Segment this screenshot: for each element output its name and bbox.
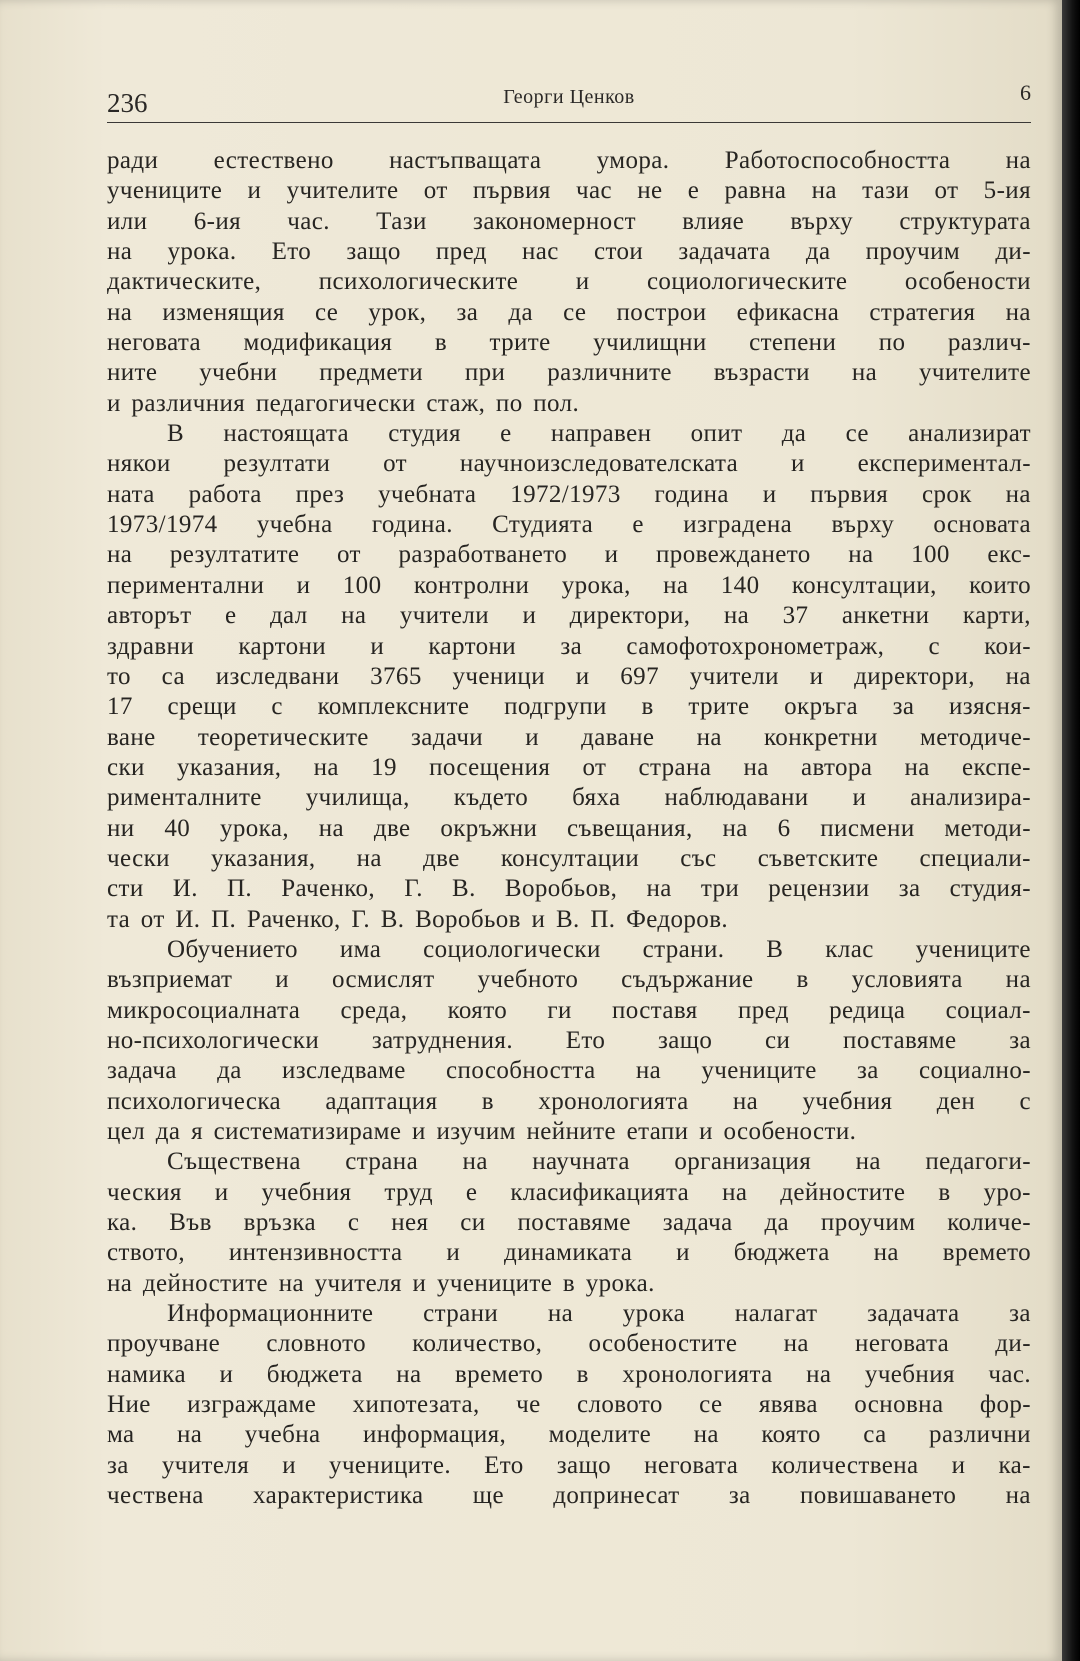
text-line: ка. Във връзка с нея си поставяме задача да проучим количе-	[107, 1209, 1031, 1237]
page-header	[107, 78, 1031, 122]
text-line: рименталните училища, където бяха наблюдавани и анализира-	[107, 784, 1031, 812]
text-line: 1973/1974 учебна година. Студията е изградена върху основата	[107, 511, 1031, 539]
text-line: за учителя и учениците. Ето защо неговата количествена и ка-	[107, 1451, 1031, 1479]
text-line: периментални и 100 контролни урока, на 140 консултации, които	[107, 571, 1031, 599]
text-line: авторът е дал на учители и директори, на 37 анкетни карти,	[107, 602, 1031, 630]
text-line: Съществена страна на научната организация на педагоги-	[167, 1148, 1031, 1176]
text-line: ството, интензивността и динамиката и бюджета на времето	[107, 1239, 1031, 1267]
text-line: чески указания, на две консултации със съветските специали-	[107, 844, 1031, 872]
text-line: някои резултати от научноизследователската и експериментал-	[107, 450, 1031, 478]
text-line: на резултатите от разработването и провеждането на 100 екс-	[107, 541, 1031, 569]
text-line: на изменящия се урок, за да се построи ефикасна стратегия на	[107, 298, 1031, 326]
text-line: Информационните страни на урока налагат задачата за	[167, 1300, 1031, 1328]
text-line: ради естествено настъпващата умора. Работоспособността на	[107, 147, 1031, 174]
text-line: ната работа през учебната 1972/1973 година и първия срок на	[107, 480, 1031, 508]
text-line: В настоящата студия е направен опит да се анализират	[167, 420, 1031, 448]
text-line: чествена характеристика ще допринесат за повишаването на	[107, 1482, 1031, 1510]
signature-mark: 6	[1020, 80, 1031, 105]
running-title: Георги Ценков	[503, 86, 635, 108]
page-edge-shadow	[1062, 0, 1080, 1661]
text-line: ните учебни предмети при различните възрасти на учителите	[107, 359, 1031, 387]
text-line: на дейностите на учителя и учениците в урока.	[107, 1269, 655, 1297]
text-line: дактическите, психологическите и социологическите особености	[107, 268, 1031, 296]
text-line: ни 40 урока, на две окръжни съвещания, на 6 писмени методи-	[107, 814, 1031, 842]
text-line: Обучението има социологически страни. В клас учениците	[167, 935, 1031, 963]
header-rule	[107, 122, 1031, 123]
text-line: ма на учебна информация, моделите на която са различни	[107, 1421, 1031, 1449]
text-line: проучване словното количество, особеностите на неговата ди-	[107, 1330, 1031, 1358]
text-line: сти И. П. Раченко, Г. В. Воробьов, на три рецензии за студия-	[107, 875, 1031, 903]
text-line: то са изследвани 3765 ученици и 697 учители и директори, на	[107, 662, 1031, 690]
text-line: намика и бюджета на времето в хронологията на учебния час.	[107, 1360, 1031, 1388]
body-text	[107, 146, 1031, 1511]
text-line: но-психологически затруднения. Ето защо си поставяме за	[107, 1026, 1031, 1054]
text-line: възприемат и осмислят учебното съдържание в условията на	[107, 966, 1031, 994]
page-number: 236	[107, 88, 148, 118]
text-line: цел да я систематизираме и изучим нейните етапи и особености.	[107, 1118, 857, 1145]
text-line: и различния педагогически стаж, по пол.	[107, 389, 580, 417]
text-line: задача да изследваме способността на учениците за социално-	[107, 1057, 1031, 1085]
text-line: неговата модификация в трите училищни степени по различ-	[107, 329, 1031, 357]
text-line: та от И. П. Раченко, Г. В. Воробьов и В. П. Федоров.	[107, 905, 729, 933]
text-line: 17 срещи с комплексните подгрупи в трите окръга за изясня-	[107, 693, 1031, 721]
text-line: ческия и учебния труд е класификацията на дейностите в уро-	[107, 1178, 1031, 1206]
text-line: ване теоретическите задачи и даване на конкретни методиче-	[107, 723, 1031, 751]
text-line: ски указания, на 19 посещения от страна на автора на експе-	[107, 753, 1031, 781]
text-line: на урока. Ето защо пред нас стои задачата да проучим ди-	[107, 238, 1031, 266]
text-line: Ние изграждаме хипотезата, че словото се явява основна фор-	[107, 1391, 1031, 1419]
text-line: психологическа адаптация в хронологията на учебния ден с	[107, 1087, 1031, 1115]
text-line: здравни картони и картони за самофотохронометраж, с кои-	[107, 632, 1031, 660]
text-line: или 6-ия час. Тази закономерност влияе върху структурата	[107, 207, 1031, 235]
text-line: микросоциалната среда, която ги поставя пред редица социал-	[107, 996, 1031, 1024]
text-line: учениците и учителите от първия час не е равна на тази от 5-ия	[107, 177, 1031, 205]
